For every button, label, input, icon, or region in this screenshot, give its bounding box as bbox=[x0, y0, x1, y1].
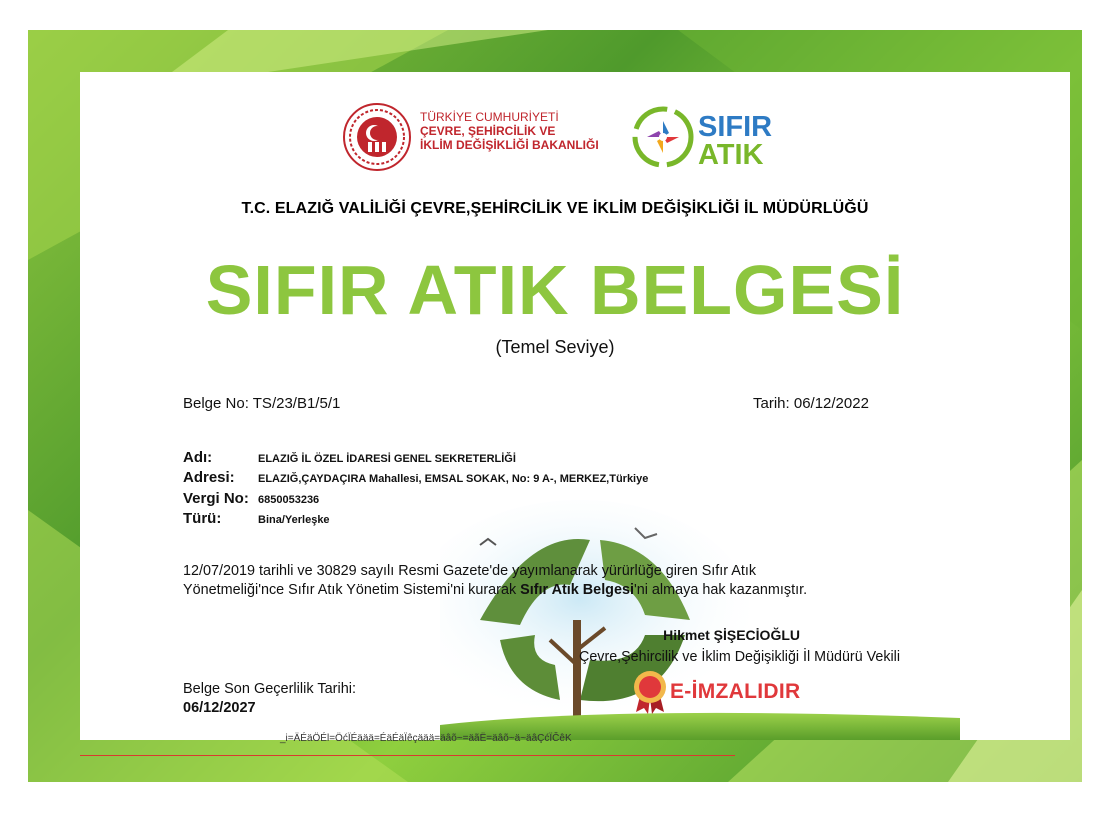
logo-line-1: SIFIR bbox=[698, 111, 773, 143]
validity-date: 06/12/2027 bbox=[183, 700, 256, 716]
ministry-line-2: ÇEVRE, ŞEHİRCİLİK VE bbox=[420, 124, 556, 138]
info-value: ELAZIĞ,ÇAYDAÇIRA Mahallesi, EMSAL SOKAK, No: 9 A-, MERKEZ,Türkiye bbox=[258, 473, 649, 485]
info-label: Türü: bbox=[183, 510, 222, 527]
info-label: Adı: bbox=[183, 449, 213, 466]
body-line-2-bold: Sıfır Atık Belgesi bbox=[520, 582, 634, 598]
ministry-line-3: İKLİM DEĞİŞİKLİĞİ BAKANLIĞI bbox=[420, 138, 599, 152]
body-line-2-c: 'ni almaya hak kazanmıştır. bbox=[633, 582, 808, 598]
ministry-emblem-icon bbox=[342, 102, 412, 172]
body-line-2-a: Yönetmeliği'nce Sıfır Atık Yönetim Sistemi'ni kurarak bbox=[183, 582, 521, 598]
info-value: Bina/Yerleşke bbox=[258, 514, 330, 526]
issue-date: Tarih: 06/12/2022 bbox=[753, 395, 869, 412]
info-value: 6850053236 bbox=[258, 494, 320, 506]
logo-line-2: ATIK bbox=[698, 139, 764, 171]
ministry-name bbox=[420, 110, 610, 152]
info-label: Vergi No: bbox=[183, 490, 249, 507]
info-value: ELAZIĞ İL ÖZEL İDARESİ GENEL SEKRETERLİĞİ bbox=[258, 453, 516, 465]
certificate-title: SIFIR ATIK BELGESİ bbox=[205, 251, 905, 329]
ministry-line-1: TÜRKİYE CUMHURİYETİ bbox=[420, 110, 559, 124]
zero-waste-logo-icon bbox=[632, 106, 694, 168]
certificate-body-text bbox=[183, 562, 943, 600]
footer-red-line bbox=[80, 755, 735, 756]
info-row-type bbox=[183, 510, 330, 527]
zero-waste-logo-text bbox=[698, 113, 772, 169]
signer-title: Çevre,Şehircilik ve İklim Değişikliği İl Müdürü Vekili bbox=[579, 649, 900, 665]
verification-code: _i=ÄÉäÖÉl=ÖćÏÉäää=ÉäÉäÏêçäää=äâõ~=äãË=äâõ~ä~äâÇćÏČêK bbox=[280, 733, 572, 744]
certificate-level: (Temel Seviye) bbox=[495, 337, 615, 357]
document-number: Belge No: TS/23/B1/5/1 bbox=[183, 395, 341, 412]
issuer-header: T.C. ELAZIĞ VALİLİĞİ ÇEVRE,ŞEHİRCİLİK VE İKLİM DEĞİŞİKLİĞİ İL MÜDÜRLÜĞÜ bbox=[241, 200, 869, 217]
body-line-2 bbox=[183, 581, 943, 600]
e-signed-badge: E-İMZALIDIR bbox=[670, 680, 801, 703]
body-line-1: 12/07/2019 tarihli ve 30829 sayılı Resmi Gazete'de yayımlanarak yürürlüğe giren Sıfır Atık bbox=[183, 563, 757, 579]
info-row-tax-no bbox=[183, 490, 319, 507]
info-row-address bbox=[183, 469, 648, 486]
recycle-tree-illustration bbox=[440, 500, 960, 740]
info-label: Adresi: bbox=[183, 469, 235, 486]
info-row-name bbox=[183, 449, 516, 466]
e-signature-seal-icon bbox=[632, 670, 668, 714]
validity-label: Belge Son Geçerlilik Tarihi: bbox=[183, 681, 357, 697]
signer-name: Hikmet ŞİŞECİOĞLU bbox=[663, 627, 800, 643]
